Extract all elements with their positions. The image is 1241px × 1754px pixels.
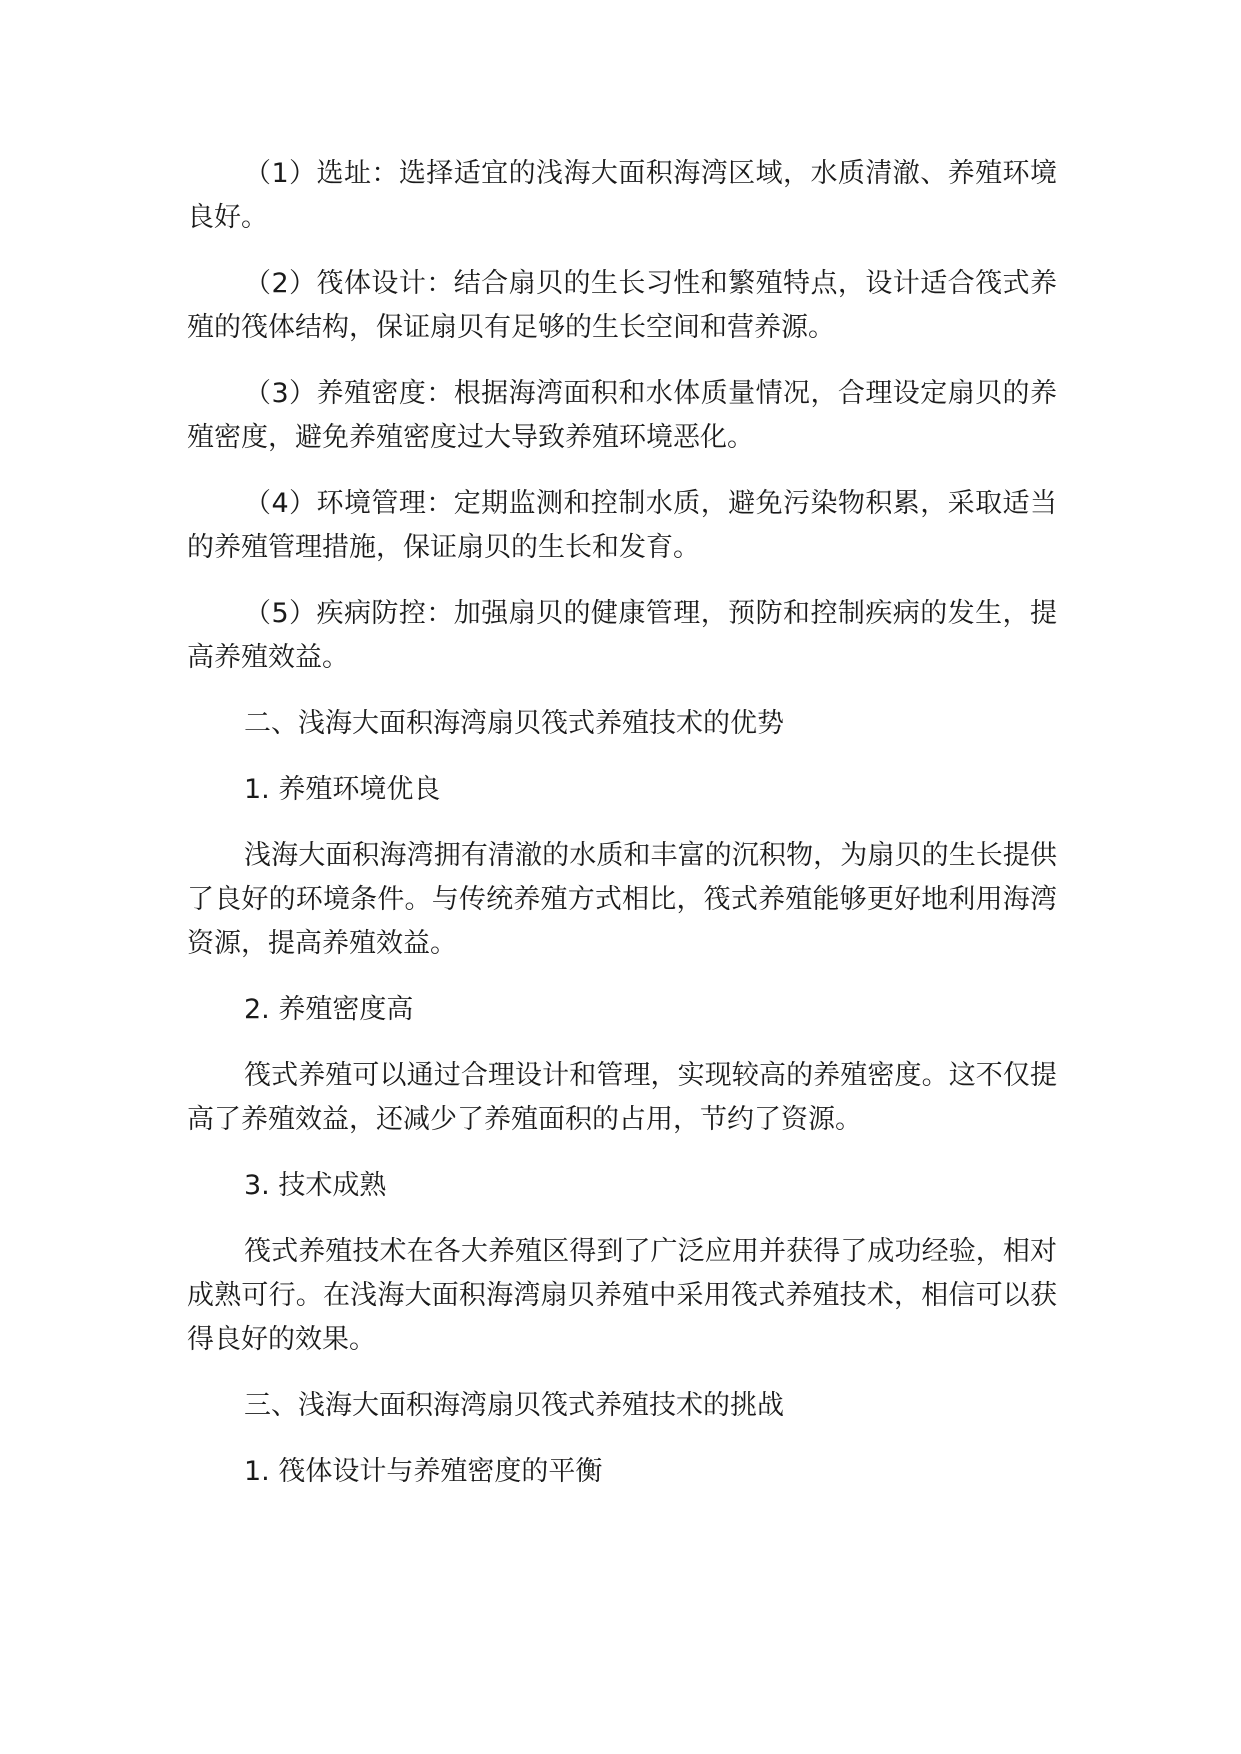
paragraph-disease-control: （5）疾病防控：加强扇贝的健康管理，预防和控制疾病的发生，提高养殖效益。	[187, 598, 1057, 673]
paragraph-technology-advantage: 筏式养殖技术在各大养殖区得到了广泛应用并获得了成功经验，相对成熟可行。在浅海大面积海湾扇贝养殖中采用筏式养殖技术，相信可以获得良好的效果。	[187, 1236, 1057, 1355]
section-heading-advantages: 二、浅海大面积海湾扇贝筏式养殖技术的优势	[244, 708, 784, 739]
subheading-environment: 1. 养殖环境优良	[244, 774, 441, 805]
paragraph-environment-management: （4）环境管理：定期监测和控制水质，避免污染物积累，采取适当的养殖管理措施，保证扇贝的生长和发育。	[187, 488, 1057, 563]
subheading-balance: 1. 筏体设计与养殖密度的平衡	[244, 1456, 603, 1487]
paragraph-raft-design: （2）筏体设计：结合扇贝的生长习性和繁殖特点，设计适合筏式养殖的筏体结构，保证扇贝有足够的生长空间和营养源。	[187, 268, 1057, 343]
subheading-technology: 3. 技术成熟	[244, 1170, 387, 1201]
paragraph-site-selection: （1）选址：选择适宜的浅海大面积海湾区域，水质清澈、养殖环境良好。	[187, 158, 1057, 233]
paragraph-environment-advantage: 浅海大面积海湾拥有清澈的水质和丰富的沉积物，为扇贝的生长提供了良好的环境条件。与传统养殖方式相比，筏式养殖能够更好地利用海湾资源，提高养殖效益。	[187, 840, 1057, 959]
paragraph-density-advantage: 筏式养殖可以通过合理设计和管理，实现较高的养殖密度。这不仅提高了养殖效益，还减少了养殖面积的占用，节约了资源。	[187, 1060, 1057, 1135]
paragraph-culture-density: （3）养殖密度：根据海湾面积和水体质量情况，合理设定扇贝的养殖密度，避免养殖密度过大导致养殖环境恶化。	[187, 378, 1057, 453]
document-body	[187, 152, 1057, 1516]
subheading-density: 2. 养殖密度高	[244, 994, 414, 1025]
section-heading-challenges: 三、浅海大面积海湾扇贝筏式养殖技术的挑战	[244, 1390, 784, 1421]
